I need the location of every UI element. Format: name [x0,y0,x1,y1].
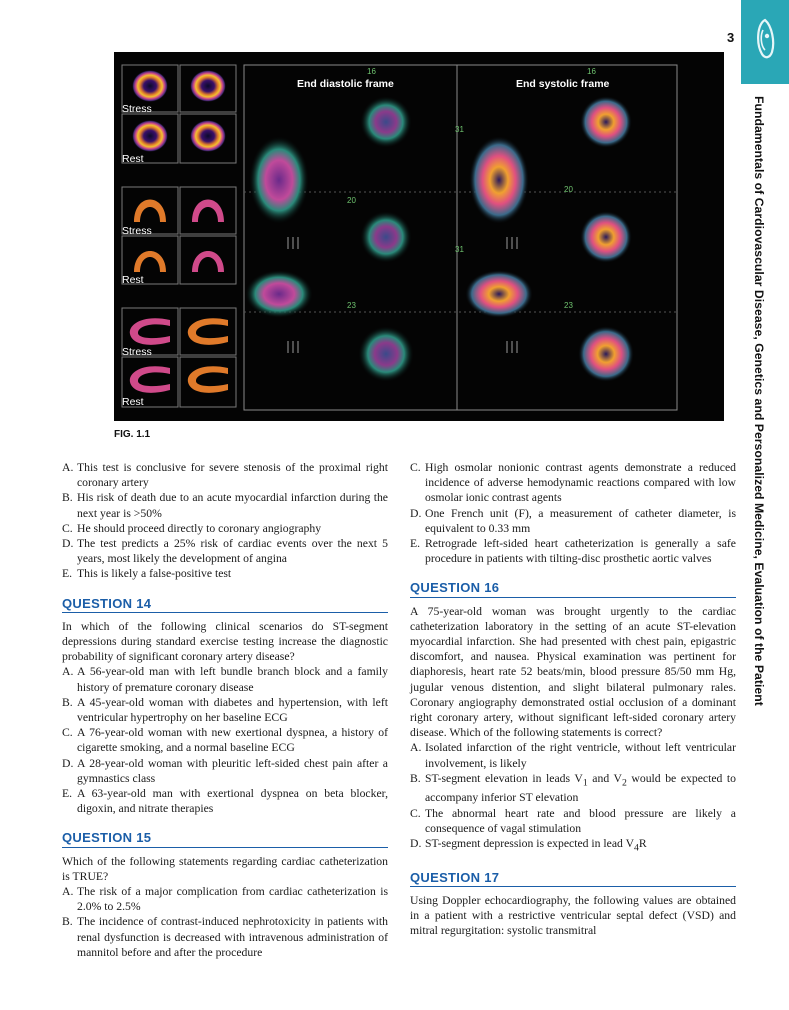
question-15-stem: Which of the following statements regarding cardiac catheterization is TRUE? [62,854,388,883]
label-stress-3: Stress [122,346,152,358]
spect-image [114,52,724,421]
option-item: D. A 28-year-old woman with pleuritic left-sided chest pain after a gymnastics class [62,756,388,785]
option-item: B. A 45-year-old woman with diabetes and hypertension, with left ventricular hypertrophy on her baseline ECG [62,695,388,725]
question-14-heading: QUESTION 14 [62,596,388,613]
frame-number: 23 [347,301,356,310]
option-item: C. A 76-year-old woman with new exertional dyspnea, a history of cigarette smoking, and a normal baseline ECG [62,726,388,755]
option-item: B. ST-segment elevation in leads $V_1$ and $V_2$ would be expected to accompany inferior ST elevation [410,771,737,805]
option-item: A. Isolated infarction of the right ventricle, without left ventricular involvement, is likely [410,741,736,770]
question-14-stem: In which of the following clinical scenarios do ST-segment depressions during standard exercise testing increase the diagnostic probability of significant coronary artery disease? [62,619,388,664]
option-item: C. He should proceed directly to coronary angiography [62,521,322,535]
right-column [410,460,736,938]
label-end-systolic: End systolic frame [516,78,610,90]
option-item: D. The test predicts a 25% risk of cardiac events over the next 5 years, most likely the development of angina [62,537,388,566]
option-item: E. A 63-year-old man with exertional dyspnea on beta blocker, digoxin, and nitrate therapies [62,787,388,816]
option-item: C. The abnormal heart rate and blood pressure are likely a consequence of vagal stimulation [410,806,736,835]
option-item: A. This test is conclusive for severe stenosis of the proximal right coronary artery [62,461,388,490]
option-item: D. ST-segment depression is expected in lead $V_4R$ [410,837,647,854]
question-17-stem: Using Doppler echocardiography, the following values are obtained in a patient with a restrictive ventricular septal defect (VSD) and mitral regurgitation: systolic transmitral [410,893,736,938]
option-item: A. The risk of a major complication from cardiac catheterization is 2.0% to 2.5% [62,885,388,914]
option-item: B. His risk of death due to an acute myocardial infarction during the next year is >50% [62,491,388,520]
frame-number: 16 [367,67,376,76]
label-stress-1: Stress [122,103,152,115]
option-item: C. High osmolar nonionic contrast agents demonstrate a reduced incidence of adverse hemodynamic reactions compared with low osmolar ionic contrast agents [410,461,736,505]
question-15-heading: QUESTION 15 [62,830,388,847]
option-item: E. Retrograde left-sided heart catheterization is generally a safe procedure in patients with tilting-disc prosthetic aortic valves [410,537,736,566]
running-header-text: Fundamentals of Cardiovascular Disease, Genetics and Personalized Medicine, Evaluation of the Patient [752,96,766,706]
label-stress-2: Stress [122,225,152,237]
frame-number: 23 [564,301,573,310]
frame-number: 20 [347,196,356,205]
option-item: D. One French unit (F), a measurement of catheter diameter, is equivalent to 0.33 mm [410,506,736,535]
left-column [62,460,388,960]
option-item: E. This is likely a false-positive test [62,567,232,581]
label-rest-1: Rest [122,153,144,165]
frame-number: 31 [455,125,464,134]
frame-number: 16 [587,67,596,76]
figure-caption: FIG. 1.1 [114,429,151,440]
label-end-diastolic: End diastolic frame [297,78,394,90]
chapter-tab [741,0,789,84]
label-rest-3: Rest [122,396,144,408]
question-17-heading: QUESTION 17 [410,870,736,887]
label-rest-2: Rest [122,274,144,286]
frame-number: 20 [564,185,573,194]
frame-number: 31 [455,245,464,254]
option-item: B. The incidence of contrast-induced nephrotoxicity in patients with renal dysfunction is decreased with intravenous administration of mannitol before and after the procedure [62,915,388,959]
option-item: A. A 56-year-old man with left bundle branch block and a family history of premature coronary disease [62,665,388,694]
heart-logo-icon [753,14,777,66]
question-16-stem: A 75-year-old woman was brought urgently to the cardiac catheterization laboratory in the setting of an acute ST-elevation myocardial infarction. She had presented with chest pain, epigastric discomfort, and nausea. Physical examination was pertinent for diaphoresis, heart rate 52 beats/min, blood pressure 85/50 mm Hg, jugular venous distention, and slight bilateral pulmonary rales. Coronary angiography demonstrated ostial occlusion of a dominant right coronary artery, without significant left-sided coronary artery disease. Which of the following statements is correct? [410,604,736,740]
running-header [738,96,788,736]
page-number: 3 [727,30,735,45]
figure-1-1 [114,52,724,421]
question-16-heading: QUESTION 16 [410,580,736,597]
